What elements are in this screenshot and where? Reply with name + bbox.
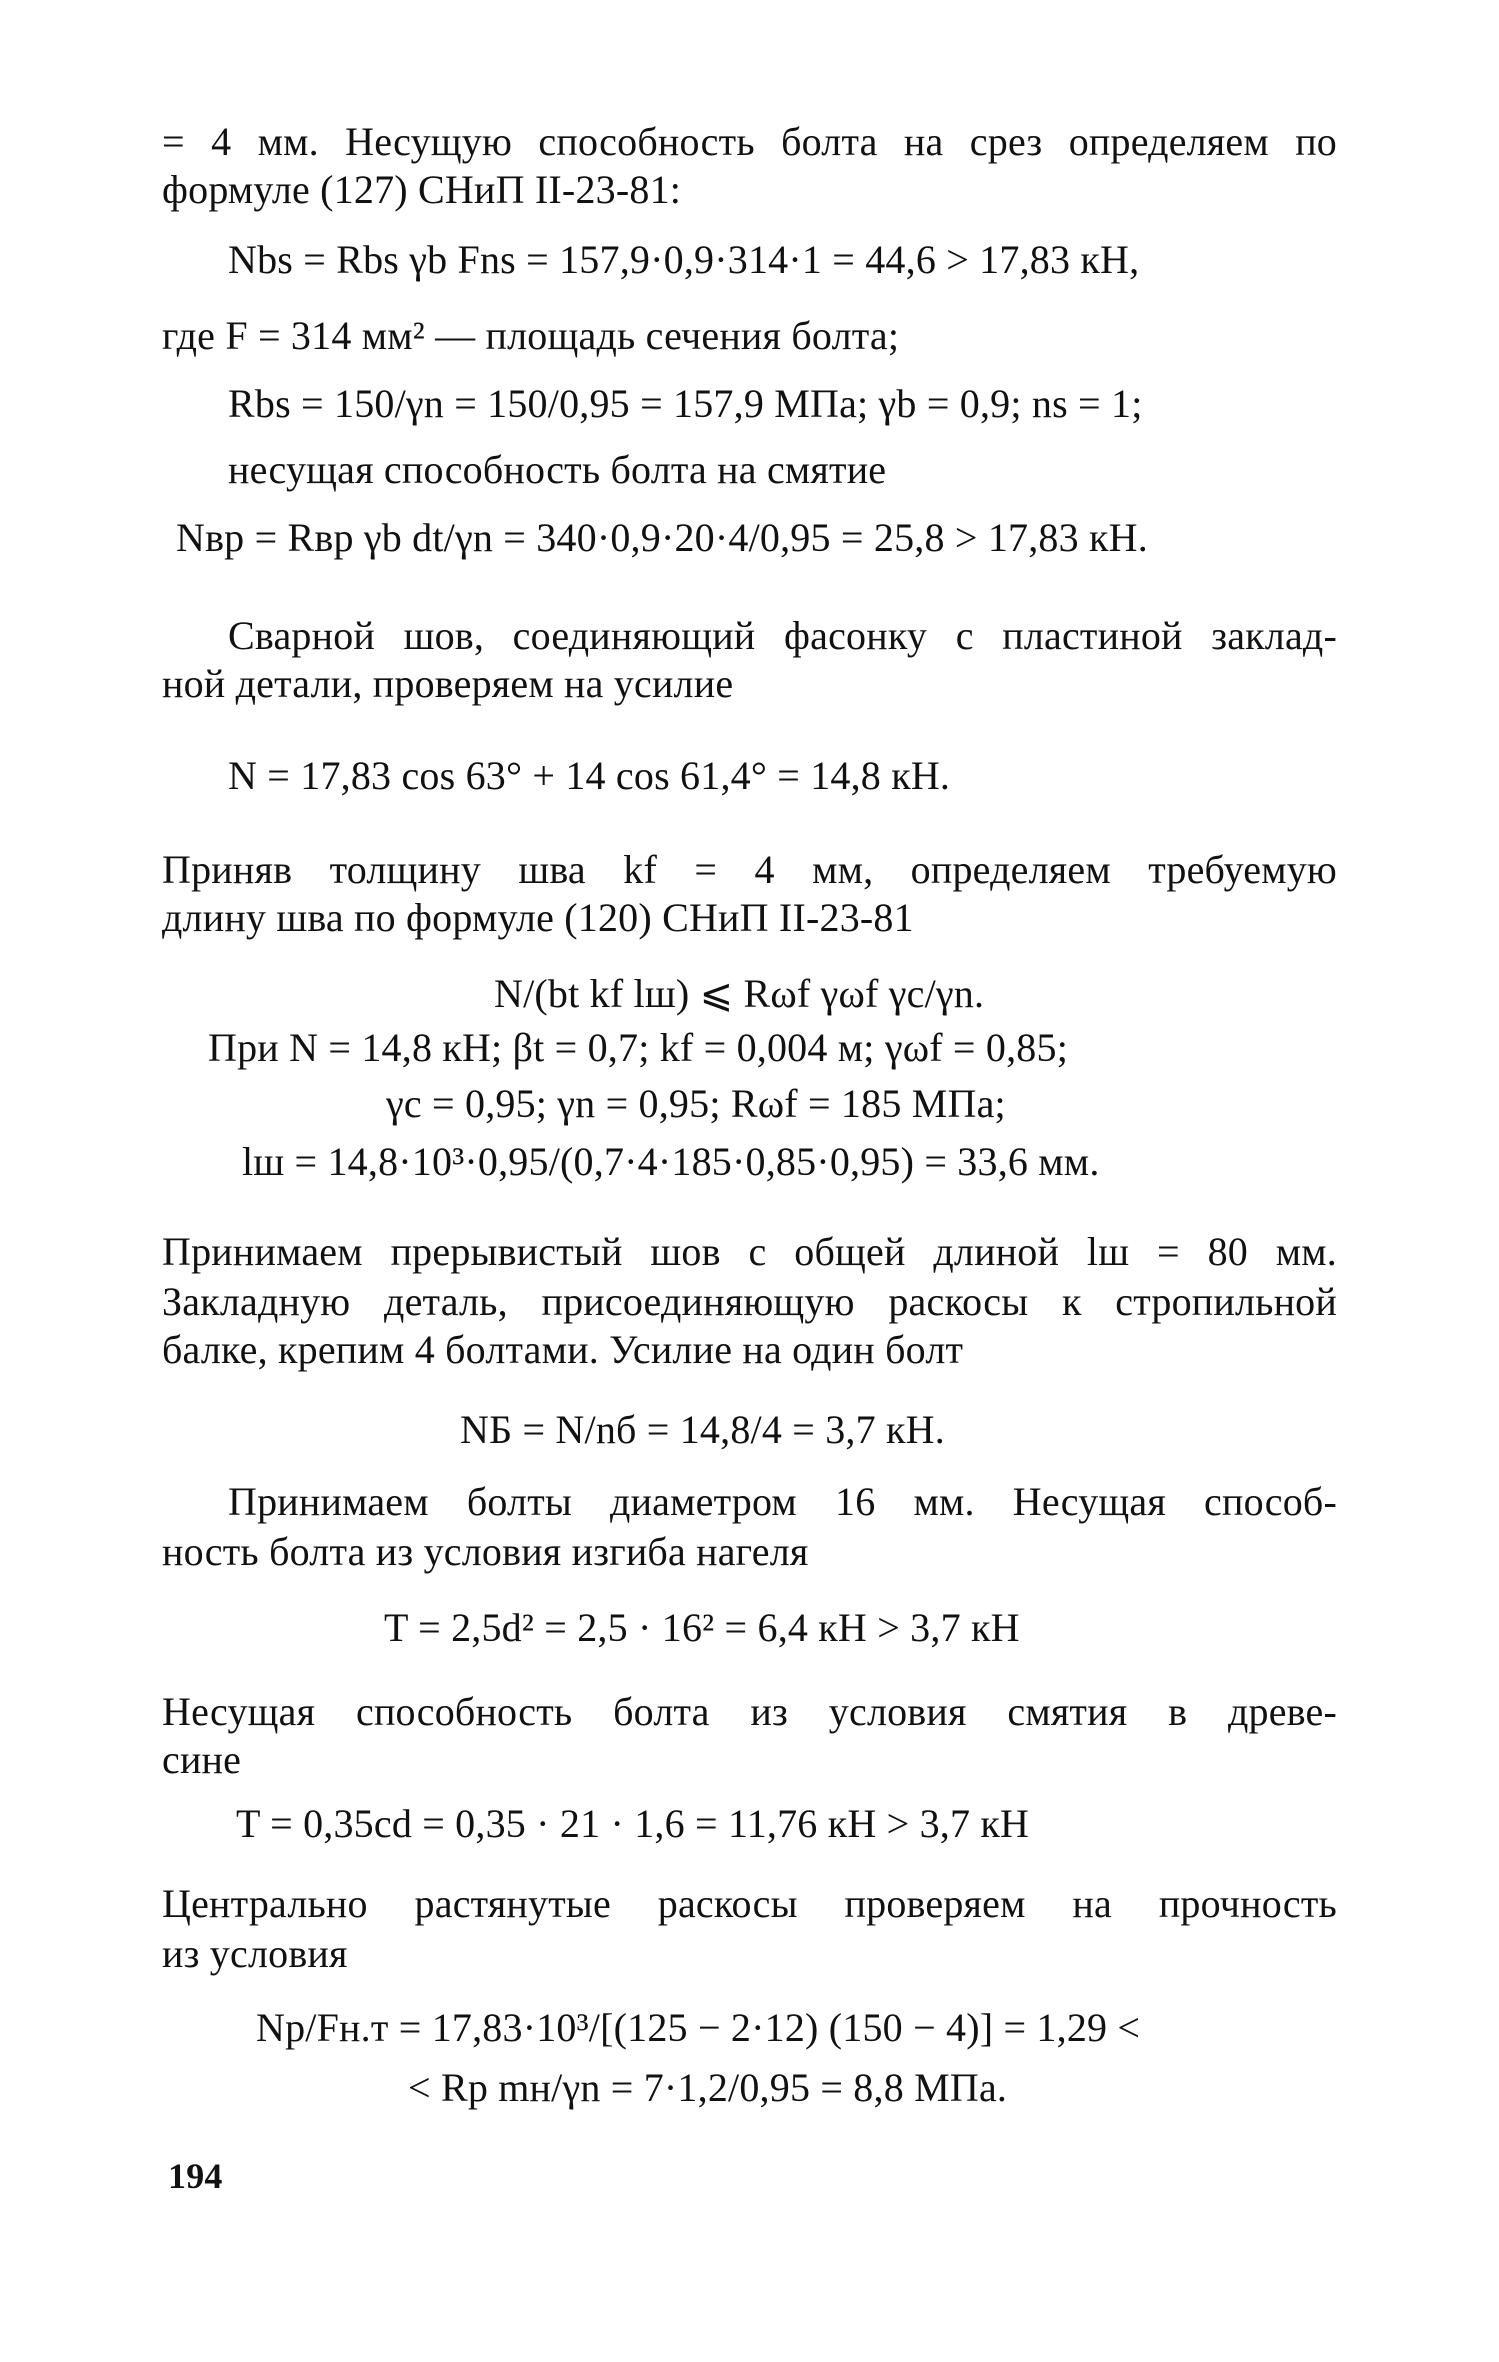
equation: N/(bt kf lш) ⩽ Rωf γωf γc/γn. [494, 971, 985, 1016]
text-line: Приняв толщину шва kf = 4 мм, определяем требуемую [162, 847, 1337, 892]
text-line: ной детали, проверяем на усилие [162, 661, 734, 706]
text-line: формуле (127) СНиП II-23-81: [162, 167, 682, 212]
equation: lш = 14,8·10³·0,95/(0,7·4·185·0,85·0,95) = 33,6 мм. [242, 1139, 1100, 1184]
equation: При N = 14,8 кН; βt = 0,7; kf = 0,004 м; γωf = 0,85; [208, 1025, 1069, 1070]
equation: < Rр mн/γn = 7·1,2/0,95 = 8,8 МПа. [408, 2065, 1008, 2110]
equation: Nвр = Rвр γb dt/γn = 340·0,9·20·4/0,95 = 25,8 > 17,83 кН. [176, 515, 1148, 560]
text-line: сине [162, 1737, 242, 1782]
text-line: = 4 мм. Несущую способность болта на срез определяем по [162, 119, 1337, 164]
equation: NБ = N/nб = 14,8/4 = 3,7 кН. [460, 1407, 945, 1452]
equation: γc = 0,95; γn = 0,95; Rωf = 185 МПа; [386, 1081, 1006, 1126]
equation: Rbs = 150/γn = 150/0,95 = 157,9 МПа; γb = 0,9; ns = 1; [228, 381, 1143, 426]
page-number: 194 [168, 2156, 223, 2196]
equation: Nр/Fн.т = 17,83·10³/[(125 − 2·12) (150 − 4)] = 1,29 < [256, 2005, 1141, 2050]
text-line: Несущая способность болта из условия смятия в древе- [162, 1689, 1337, 1734]
text-line: Сварной шов, соединяющий фасонку с пластиной заклад- [228, 613, 1337, 658]
text-line: Принимаем болты диаметром 16 мм. Несущая способ- [228, 1479, 1337, 1524]
text-line: из условия [162, 1931, 348, 1976]
text-line: где F = 314 мм² — площадь сечения болта; [162, 313, 900, 358]
text-line: балке, крепим 4 болтами. Усилие на один болт [162, 1327, 964, 1372]
equation: T = 2,5d² = 2,5 · 16² = 6,4 кН > 3,7 кН [384, 1605, 1020, 1650]
text-line: ность болта из условия изгиба нагеля [162, 1529, 809, 1574]
text-line: Принимаем прерывистый шов с общей длиной lш = 80 мм. [162, 1229, 1337, 1274]
text-line: Закладную деталь, присоединяющую раскосы к стропильной [162, 1279, 1337, 1324]
equation: T = 0,35cd = 0,35 · 21 · 1,6 = 11,76 кН > 3,7 кН [236, 1801, 1030, 1846]
equation: Nbs = Rbs γb Fns = 157,9·0,9·314·1 = 44,6 > 17,83 кН, [228, 237, 1140, 282]
text-line: Центрально растянутые раскосы проверяем на прочность [162, 1881, 1337, 1926]
equation: N = 17,83 cos 63° + 14 cos 61,4° = 14,8 кН. [228, 753, 951, 798]
text-line: длину шва по формуле (120) СНиП II-23-81 [162, 895, 914, 940]
text-line: несущая способность болта на смятие [228, 447, 887, 492]
